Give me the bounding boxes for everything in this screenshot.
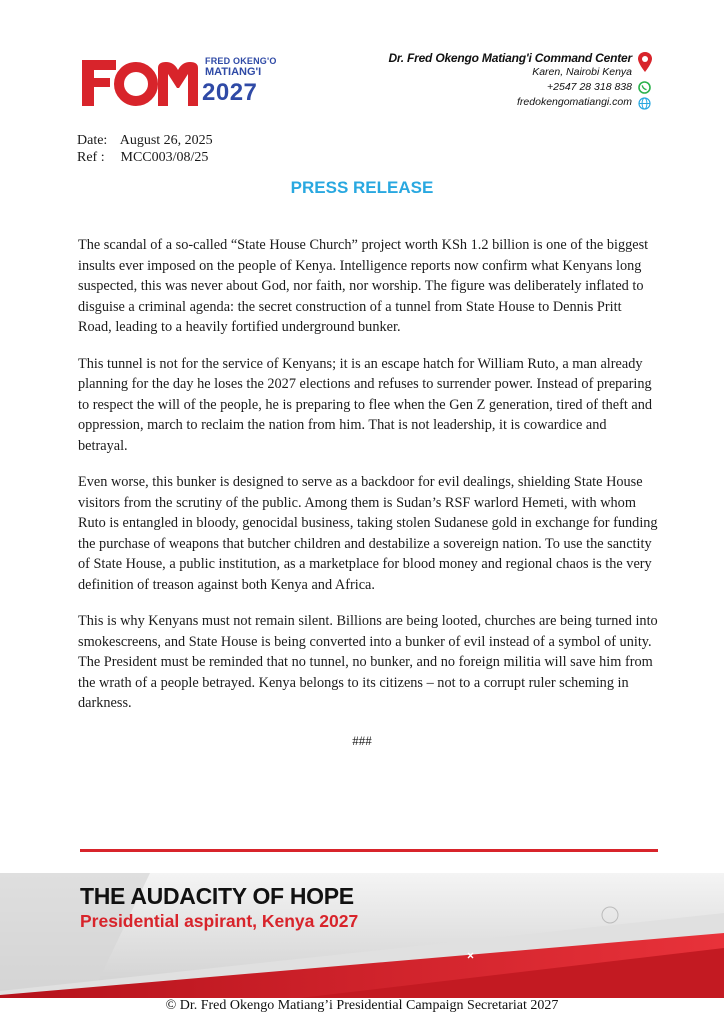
ref-value: MCC003/08/25: [120, 150, 209, 165]
end-mark: ###: [352, 733, 372, 748]
body-paragraph-2: This tunnel is not for the service of Kenyans; it is an escape hatch for William Ruto, a man already planning for the day he loses the 2027 elections and refuses to surrender power. Instead of preparing to respect the will of the people, he is preparing to flee when the Gen Z generation, tired of theft and oppression, march to reclaim the nation from him. That is not leadership, it is cowardice and betrayal.: [78, 355, 653, 454]
press-release-body: [78, 235, 658, 730]
fom-logo-mark: [78, 54, 203, 110]
document-meta: [77, 132, 213, 166]
office-location: Karen, Nairobi Kenya: [532, 66, 632, 78]
press-release-title: PRESS RELEASE: [290, 178, 434, 197]
date-row: [77, 132, 213, 149]
ref-label: Ref :: [77, 150, 105, 165]
ref-row: [77, 149, 213, 166]
command-center-name: Dr. Fred Okengo Matiang'i Command Center: [388, 51, 632, 65]
phone-number[interactable]: +2547 28 318 838: [547, 81, 632, 93]
copyright-notice: © Dr. Fred Okengo Matiang’i Presidential Campaign Secretariat 2027: [165, 998, 559, 1013]
campaign-logo: [78, 50, 283, 112]
website-link[interactable]: fredokengomatiangi.com: [517, 96, 632, 108]
location-pin-icon: [637, 51, 653, 73]
logo-name-line1: FRED OKENG'O: [205, 56, 277, 66]
date-label: Date:: [77, 133, 108, 148]
logo-year: 2027: [202, 79, 258, 106]
logo-name-line2: MATIANG'I: [205, 66, 262, 78]
globe-icon: [638, 97, 651, 110]
footer-divider: [80, 849, 658, 852]
whatsapp-icon: [638, 81, 651, 94]
footer-slogan: THE AUDACITY OF HOPE: [80, 883, 354, 909]
body-paragraph-4: This is why Kenyans must not remain silent. Billions are being looted, churches are being turned into smokescreens, and State House is being converted into a bunker of evil instead of a symbol of unity. The President must be reminded that no tunnel, no bunker, and no foreign militia will save him from the wrath of a people betrayed. Kenya belongs to its citizens – not to a corrupt ruler scheming in darkness.: [78, 613, 658, 711]
contact-block: [388, 51, 632, 110]
body-paragraph-1: The scandal of a so-called “State House Church” project worth KSh 1.2 billion is one of the biggest insults ever imposed on the people of Kenya. Intelligence reports now confirm what Kenyans long suspected, this was never about God, nor faith, nor worship. The figure was deliberately inflated to disguise a criminal agenda: the secret construction of a tunnel from State House to Dennis Pritt Road, leading to a heavily fortified underground bunker.: [78, 237, 649, 335]
footer-subslogan: Presidential aspirant, Kenya 2027: [80, 911, 359, 931]
body-paragraph-3: Even worse, this bunker is designed to serve as a backdoor for evil dealings, shielding State House visitors from the scrutiny of the public. Among them is Sudan’s RSF warlord Hemeti, with whom Ruto is entangled in bloody, genocidal business, taking stolen Sudanese gold in exchange for funding the purchase of weapons that butcher children and destabilize a sovereign nation. To use the sanctity of State House, a public institution, as a marketplace for blood money and regional chaos is the very definition of treason against both Kenya and Africa.: [78, 474, 658, 593]
date-value: August 26, 2025: [119, 133, 213, 148]
